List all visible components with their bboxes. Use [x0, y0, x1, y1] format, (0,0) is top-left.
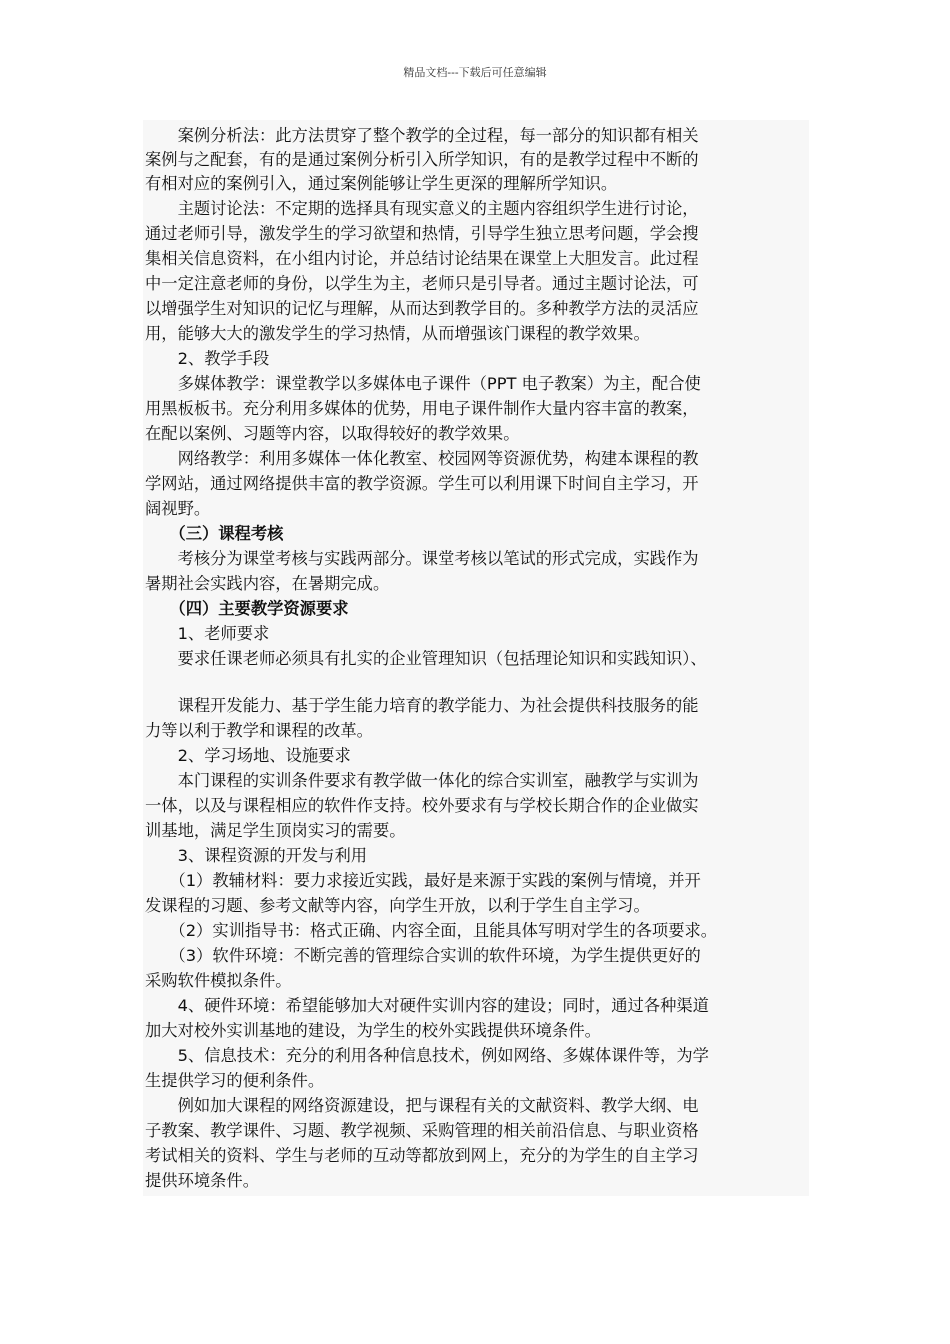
text-line: 采购软件模拟条件。 — [145, 971, 292, 990]
text-line: 1、老师要求 — [145, 624, 270, 643]
text-line: 训基地，满足学生顶岗实习的需要。 — [145, 821, 406, 840]
text-line: 3、课程资源的开发与利用 — [145, 846, 368, 865]
text-line: 2、教学手段 — [145, 349, 270, 368]
text-line: 子教案、教学课件、习题、教学视频、采购管理的相关前沿信息、与职业资格 — [145, 1121, 699, 1140]
text-line: 一体，以及与课程相应的软件作支持。校外要求有与学校长期合作的企业做实 — [145, 796, 699, 815]
text-line: 以增强学生对知识的记忆与理解，从而达到教学目的。多种教学方法的灵活应 — [145, 299, 699, 318]
text-line: 学网站，通过网络提供丰富的教学资源。学生可以利用课下时间自主学习，开 — [145, 474, 699, 493]
text-line: 集相关信息资料，在小组内讨论，并总结讨论结果在课堂上大胆发言。此过程 — [145, 249, 699, 268]
text-line: 用黑板板书。充分利用多媒体的优势，用电子课件制作大量内容丰富的教案， — [145, 399, 699, 418]
text-line: 考核分为课堂考核与实践两部分。课堂考核以笔试的形式完成，实践作为 — [145, 549, 699, 568]
text-line: 发课程的习题、参考文献等内容，向学生开放，以利于学生自主学习。 — [145, 896, 650, 915]
text-line: 课程开发能力、基于学生能力培育的教学能力、为社会提供科技服务的能 — [145, 696, 699, 715]
text-line: 考试相关的资料、学生与老师的互动等都放到网上，充分的为学生的自主学习 — [145, 1146, 699, 1165]
text-line: （1）教辅材料：要力求接近实践，最好是来源于实践的案例与情境，并开 — [145, 871, 701, 890]
text-line: 加大对校外实训基地的建设，为学生的校外实践提供环境条件。 — [145, 1021, 601, 1040]
page-header: 精品文档---下载后可任意编辑 — [403, 66, 547, 79]
text-line: 用，能够大大的激发学生的学习热情，从而增强该门课程的教学效果。 — [145, 324, 650, 343]
text-line: 要求任课老师必须具有扎实的企业管理知识（包括理论知识和实践知识）、 — [145, 649, 707, 668]
text-line: 有相对应的案例引入，通过案例能够让学生更深的理解所学知识。 — [145, 174, 618, 193]
text-line: 生提供学习的便利条件。 — [145, 1071, 325, 1090]
text-line: 主题讨论法：不定期的选择具有现实意义的主题内容组织学生进行讨论， — [145, 199, 699, 218]
text-line: 案例分析法：此方法贯穿了整个教学的全过程，每一部分的知识都有相关 — [145, 126, 699, 145]
text-line: 5、信息技术：充分的利用各种信息技术，例如网络、多媒体课件等，为学 — [145, 1046, 709, 1065]
text-line: 4、硬件环境：希望能够加大对硬件实训内容的建设；同时，通过各种渠道 — [145, 996, 709, 1015]
text-line: 本门课程的实训条件要求有教学做一体化的综合实训室，融教学与实训为 — [145, 771, 699, 790]
text-line: 力等以利于教学和课程的改革。 — [145, 721, 373, 740]
section-heading: （三）课程考核 — [145, 524, 284, 543]
text-line: 在配以案例、习题等内容，以取得较好的教学效果。 — [145, 424, 520, 443]
text-line: （3）软件环境：不断完善的管理综合实训的软件环境，为学生提供更好的 — [145, 946, 701, 965]
text-line: 中一定注意老师的身份，以学生为主，老师只是引导者。通过主题讨论法，可 — [145, 274, 699, 293]
text-line: 多媒体教学：课堂教学以多媒体电子课件（PPT 电子教案）为主，配合使 — [145, 374, 701, 393]
text-line: 通过老师引导，激发学生的学习欲望和热情，引导学生独立思考问题，学会搜 — [145, 224, 699, 243]
text-line: 网络教学：利用多媒体一体化教室、校园网等资源优势，构建本课程的教 — [145, 449, 699, 468]
text-line: 2、学习场地、设施要求 — [145, 746, 351, 765]
text-line: 暑期社会实践内容，在暑期完成。 — [145, 574, 390, 593]
section-heading: （四）主要教学资源要求 — [145, 599, 349, 618]
text-line: （2）实训指导书：格式正确、内容全面，且能具体写明对学生的各项要求。 — [145, 921, 718, 940]
text-line: 例如加大课程的网络资源建设，把与课程有关的文献资料、教学大纲、电 — [145, 1096, 699, 1115]
text-line: 案例与之配套，有的是通过案例分析引入所学知识，有的是教学过程中不断的 — [145, 150, 699, 169]
text-line: 提供环境条件。 — [145, 1171, 259, 1190]
text-line: 阔视野。 — [145, 499, 211, 518]
